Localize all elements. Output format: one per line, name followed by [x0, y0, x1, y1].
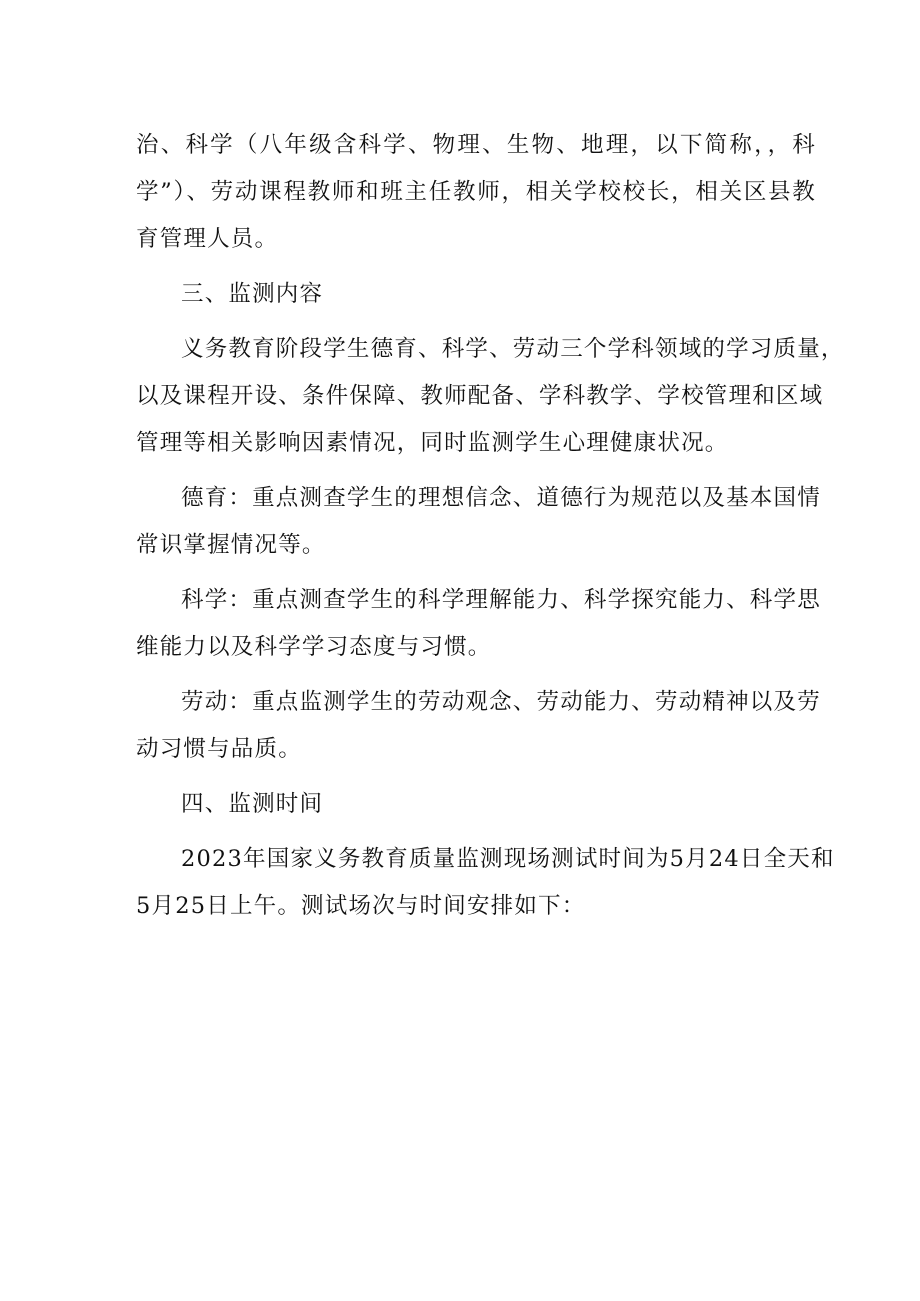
labor-line-1: 劳动：重点监测学生的劳动观念、劳动能力、劳动精神以及劳	[181, 689, 821, 715]
overview-line-3: 管理等相关影响因素情况，同时监测学生心理健康状况。	[136, 430, 729, 456]
section-three-heading: 三、监测内容	[181, 281, 324, 307]
labor-line-2: 动习惯与品质。	[136, 736, 302, 762]
document-body	[136, 122, 845, 938]
intro-line-1: 治、科学（八年级含科学、物理、生物、地理，以下简称，，科	[136, 132, 816, 158]
monitoring-content-overview	[136, 326, 845, 467]
schedule-paragraph	[136, 836, 835, 930]
intro-line-2: 学”）、劳动课程教师和班主任教师，相关学校校长，相关区县教	[136, 179, 816, 205]
overview-line-1: 义务教育阶段学生德育、科学、劳动三个学科领域的学习质量，	[181, 336, 845, 362]
moral-line-2: 常识掌握情况等。	[136, 532, 326, 558]
science-line-2: 维能力以及科学学习态度与习惯。	[136, 634, 492, 660]
intro-paragraph	[136, 122, 816, 263]
moral-education-paragraph	[136, 475, 821, 569]
science-line-1: 科学：重点测查学生的科学理解能力、科学探究能力、科学思	[181, 587, 821, 613]
labor-paragraph	[136, 679, 821, 773]
schedule-line-2: 5月25日上午。测试场次与时间安排如下：	[136, 893, 586, 919]
schedule-line-1: 2023年国家义务教育质量监测现场测试时间为5月24日全天和	[181, 846, 835, 872]
moral-line-1: 德育：重点测查学生的理想信念、道德行为规范以及基本国情	[181, 485, 821, 511]
overview-line-2: 以及课程开设、条件保障、教师配备、学科教学、学校管理和区域	[136, 383, 824, 409]
section-four-heading: 四、监测时间	[181, 791, 324, 817]
science-paragraph	[136, 577, 821, 671]
intro-line-3: 育管理人员。	[136, 226, 279, 252]
